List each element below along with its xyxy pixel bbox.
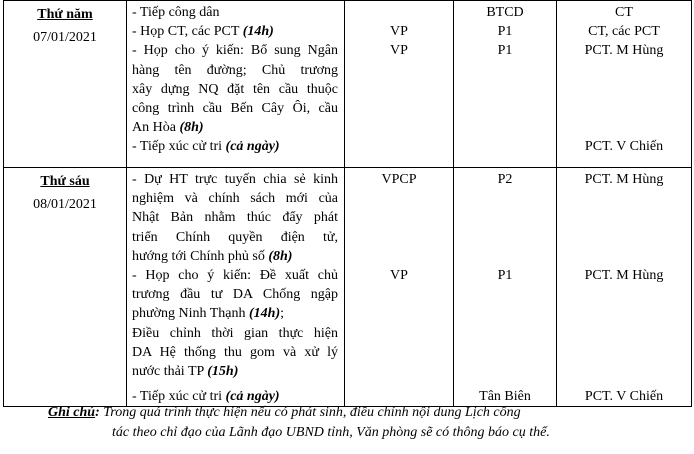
room-value: Tân Biên	[479, 389, 531, 405]
content-line: - Họp cho ý kiến: Bổ sung Ngân	[132, 43, 338, 59]
lead-value: PCT. V Chiến	[584, 389, 664, 405]
room-value: BTCD	[486, 5, 524, 20]
content-line: - Tiếp xúc cử tri (cả ngày)	[132, 389, 280, 405]
content-line: - Tiếp công dân	[132, 5, 220, 20]
time-label: (8h)	[268, 248, 293, 264]
room-value: P2	[497, 172, 513, 187]
lead-value: CT, các PCT	[588, 24, 660, 40]
place-value: VP	[390, 43, 408, 59]
footnote-line-1: Trong quá trình thực hiện nếu có phát sinh, điều chỉnh nội dung Lịch công	[99, 405, 521, 420]
footnote-line-2: tác theo chỉ đạo của Lãnh đạo UBND tỉnh, Văn phòng sẽ có thông báo cụ thể.	[112, 425, 550, 440]
day-name: Thứ năm	[37, 7, 93, 22]
room-cell	[454, 1, 557, 168]
content-line: phường Ninh Thạnh (14h);	[132, 306, 285, 322]
day-cell	[4, 1, 127, 168]
time-label: (15h)	[207, 363, 239, 379]
schedule-table	[3, 0, 692, 407]
time-label: (cả ngày)	[225, 389, 280, 405]
lead-value: PCT. M Hùng	[584, 268, 664, 283]
content-line: - Dự HT trực tuyến chia sẻ kinh	[132, 172, 338, 187]
time-label: (8h)	[179, 120, 204, 136]
schedule-row-thursday	[4, 1, 692, 168]
lead-value: CT	[615, 5, 633, 20]
content-line: An Hòa (8h)	[132, 120, 204, 136]
content-line: hàng tên đường; Chủ trương	[132, 62, 338, 78]
lead-value: PCT. M Hùng	[584, 172, 664, 187]
content-line: - Tiếp xúc cử tri (cả ngày)	[132, 139, 280, 155]
content-line: - Họp cho ý kiến: Đề xuất chủ	[132, 267, 338, 283]
footnote	[48, 403, 688, 443]
footnote-colon: :	[95, 405, 100, 420]
content-line: Điều chỉnh thời gian thực hiện	[132, 325, 338, 341]
lead-value: PCT. M Hùng	[584, 43, 664, 59]
place-value: VP	[390, 268, 408, 283]
time-label: (cả ngày)	[225, 139, 280, 155]
room-value: P1	[497, 268, 513, 283]
place-cell	[345, 1, 454, 168]
room-cell	[454, 168, 557, 407]
place-value: VPCP	[381, 172, 417, 187]
lead-cell	[557, 1, 692, 168]
day-name: Thứ sáu	[40, 174, 90, 189]
lead-cell	[557, 168, 692, 407]
content-cell	[127, 1, 345, 168]
content-line: nước thải TP (15h)	[132, 363, 239, 379]
content-line: nghiệm và chính sách mới của	[132, 191, 338, 207]
place-value: VP	[390, 24, 408, 40]
content-line: công trình cầu Bến Cây Ôi, cầu	[132, 100, 338, 116]
content-line: DA Hệ thống thu gom và xử lý	[132, 344, 338, 360]
day-cell	[4, 168, 127, 407]
time-label: (14h)	[249, 306, 281, 322]
content-line: - Họp CT, các PCT (14h)	[132, 24, 274, 40]
content-line: trương đầu tư DA Chống ngập	[132, 287, 338, 303]
content-line: hướng tới Chính phủ số (8h)	[132, 248, 293, 264]
content-line: Nhật Bản nhằm thúc đẩy phát	[132, 210, 338, 226]
room-value: P1	[497, 43, 513, 59]
footnote-label: Ghi chú	[48, 405, 96, 420]
lead-value: PCT. V Chiến	[584, 139, 664, 155]
day-date: 08/01/2021	[33, 197, 97, 212]
content-cell	[127, 168, 345, 407]
time-label: (14h)	[242, 24, 274, 40]
room-value: P1	[497, 24, 513, 40]
content-line: triển Chính quyền điện tử,	[132, 229, 338, 245]
content-line: xây dựng NQ đặt tên cầu thuộc	[132, 81, 338, 97]
place-cell	[345, 168, 454, 407]
schedule-row-friday	[4, 168, 692, 407]
day-date: 07/01/2021	[33, 30, 97, 45]
